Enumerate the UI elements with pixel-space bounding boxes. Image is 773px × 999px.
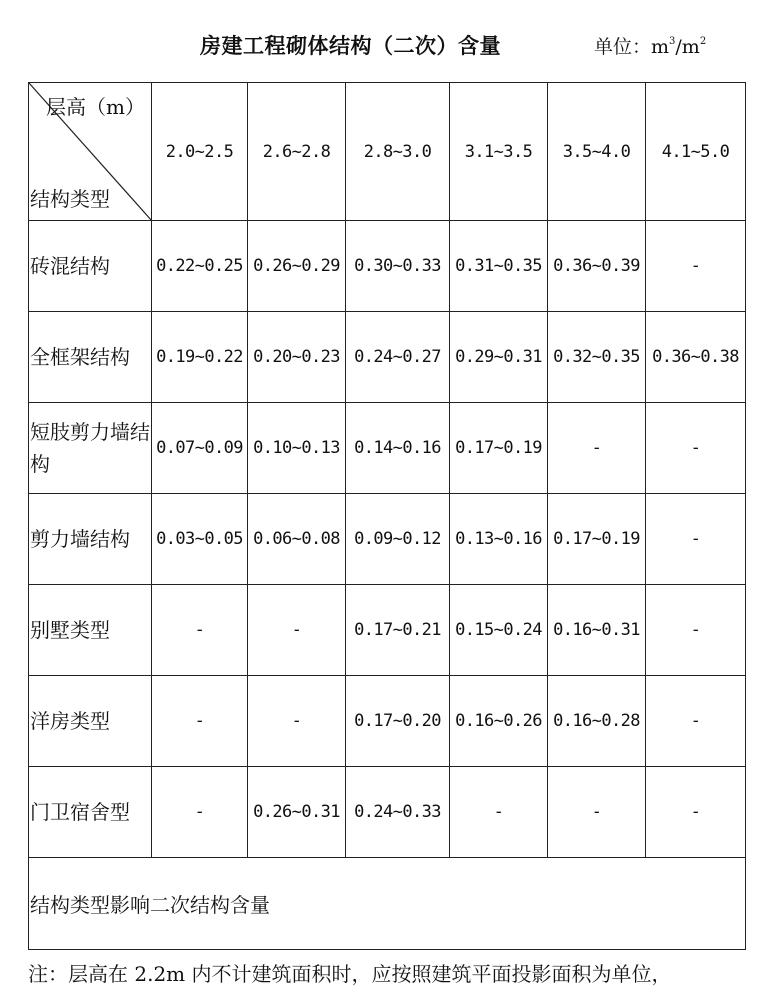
value-cell: -: [646, 494, 746, 585]
row-label: 洋房类型: [29, 676, 152, 767]
value-cell: -: [646, 767, 746, 858]
value-cell: 0.15~0.24: [450, 585, 548, 676]
table-row: [29, 676, 746, 767]
value-cell: -: [646, 676, 746, 767]
table-row: [29, 312, 746, 403]
value-cell: 0.09~0.12: [346, 494, 450, 585]
corner-bottom-label: 结构类型: [30, 187, 110, 211]
table-row: [29, 494, 746, 585]
col-header: 4.1~5.0: [646, 83, 746, 221]
table-row: [29, 585, 746, 676]
value-cell: 0.13~0.16: [450, 494, 548, 585]
value-cell: 0.31~0.35: [450, 221, 548, 312]
row-label: 别墅类型: [29, 585, 152, 676]
col-header: 3.5~4.0: [548, 83, 646, 221]
value-cell: 0.07~0.09: [152, 403, 248, 494]
value-cell: 0.16~0.31: [548, 585, 646, 676]
value-cell: 0.20~0.23: [248, 312, 346, 403]
row-label: 剪力墙结构: [29, 494, 152, 585]
value-cell: -: [248, 676, 346, 767]
unit-mid: /m: [675, 36, 700, 58]
value-cell: 0.22~0.25: [152, 221, 248, 312]
value-cell: 0.03~0.05: [152, 494, 248, 585]
unit-label: [594, 32, 706, 59]
content-table: [28, 82, 746, 950]
value-cell: -: [152, 676, 248, 767]
col-header: 3.1~3.5: [450, 83, 548, 221]
value-cell: -: [152, 767, 248, 858]
value-cell: 0.30~0.33: [346, 221, 450, 312]
value-cell: -: [152, 585, 248, 676]
value-cell: 0.19~0.22: [152, 312, 248, 403]
value-cell: 0.24~0.27: [346, 312, 450, 403]
value-cell: 0.26~0.31: [248, 767, 346, 858]
col-header: 2.0~2.5: [152, 83, 248, 221]
title-bar: [0, 30, 773, 64]
value-cell: 0.16~0.28: [548, 676, 646, 767]
value-cell: 0.26~0.29: [248, 221, 346, 312]
row-label: 砖混结构: [29, 221, 152, 312]
row-label: 门卫宿舍型: [29, 767, 152, 858]
value-cell: -: [646, 403, 746, 494]
footnote: 注：层高在 2.2m 内不计建筑面积时，应按照建筑平面投影面积为单位，: [28, 962, 672, 986]
col-header: 2.8~3.0: [346, 83, 450, 221]
corner-cell: [29, 83, 152, 221]
value-cell: 0.17~0.19: [548, 494, 646, 585]
footer-row: [29, 858, 746, 950]
unit-sup-2: 2: [699, 36, 707, 47]
value-cell: 0.24~0.33: [346, 767, 450, 858]
value-cell: 0.16~0.26: [450, 676, 548, 767]
table-row: [29, 767, 746, 858]
value-cell: -: [450, 767, 548, 858]
unit-sup-1: 3: [669, 36, 676, 47]
corner-top-label: 层高（m）: [46, 95, 145, 119]
table-row: [29, 403, 746, 494]
row-label: 短肢剪力墙结构: [29, 403, 152, 494]
value-cell: 0.17~0.20: [346, 676, 450, 767]
value-cell: 0.32~0.35: [548, 312, 646, 403]
value-cell: -: [646, 221, 746, 312]
value-cell: 0.06~0.08: [248, 494, 346, 585]
value-cell: -: [248, 585, 346, 676]
value-cell: -: [548, 403, 646, 494]
footer-cell: 结构类型影响二次结构含量: [29, 858, 746, 950]
value-cell: 0.36~0.39: [548, 221, 646, 312]
value-cell: -: [548, 767, 646, 858]
value-cell: 0.10~0.13: [248, 403, 346, 494]
value-cell: 0.17~0.21: [346, 585, 450, 676]
value-cell: 0.14~0.16: [346, 403, 450, 494]
value-cell: 0.29~0.31: [450, 312, 548, 403]
value-cell: -: [646, 585, 746, 676]
value-cell: 0.17~0.19: [450, 403, 548, 494]
row-label: 全框架结构: [29, 312, 152, 403]
unit-prefix: 单位：m: [594, 36, 670, 58]
page-title: 房建工程砌体结构（二次）含量: [200, 33, 501, 58]
table-row: [29, 221, 746, 312]
header-row: [29, 83, 746, 221]
col-header: 2.6~2.8: [248, 83, 346, 221]
value-cell: 0.36~0.38: [646, 312, 746, 403]
